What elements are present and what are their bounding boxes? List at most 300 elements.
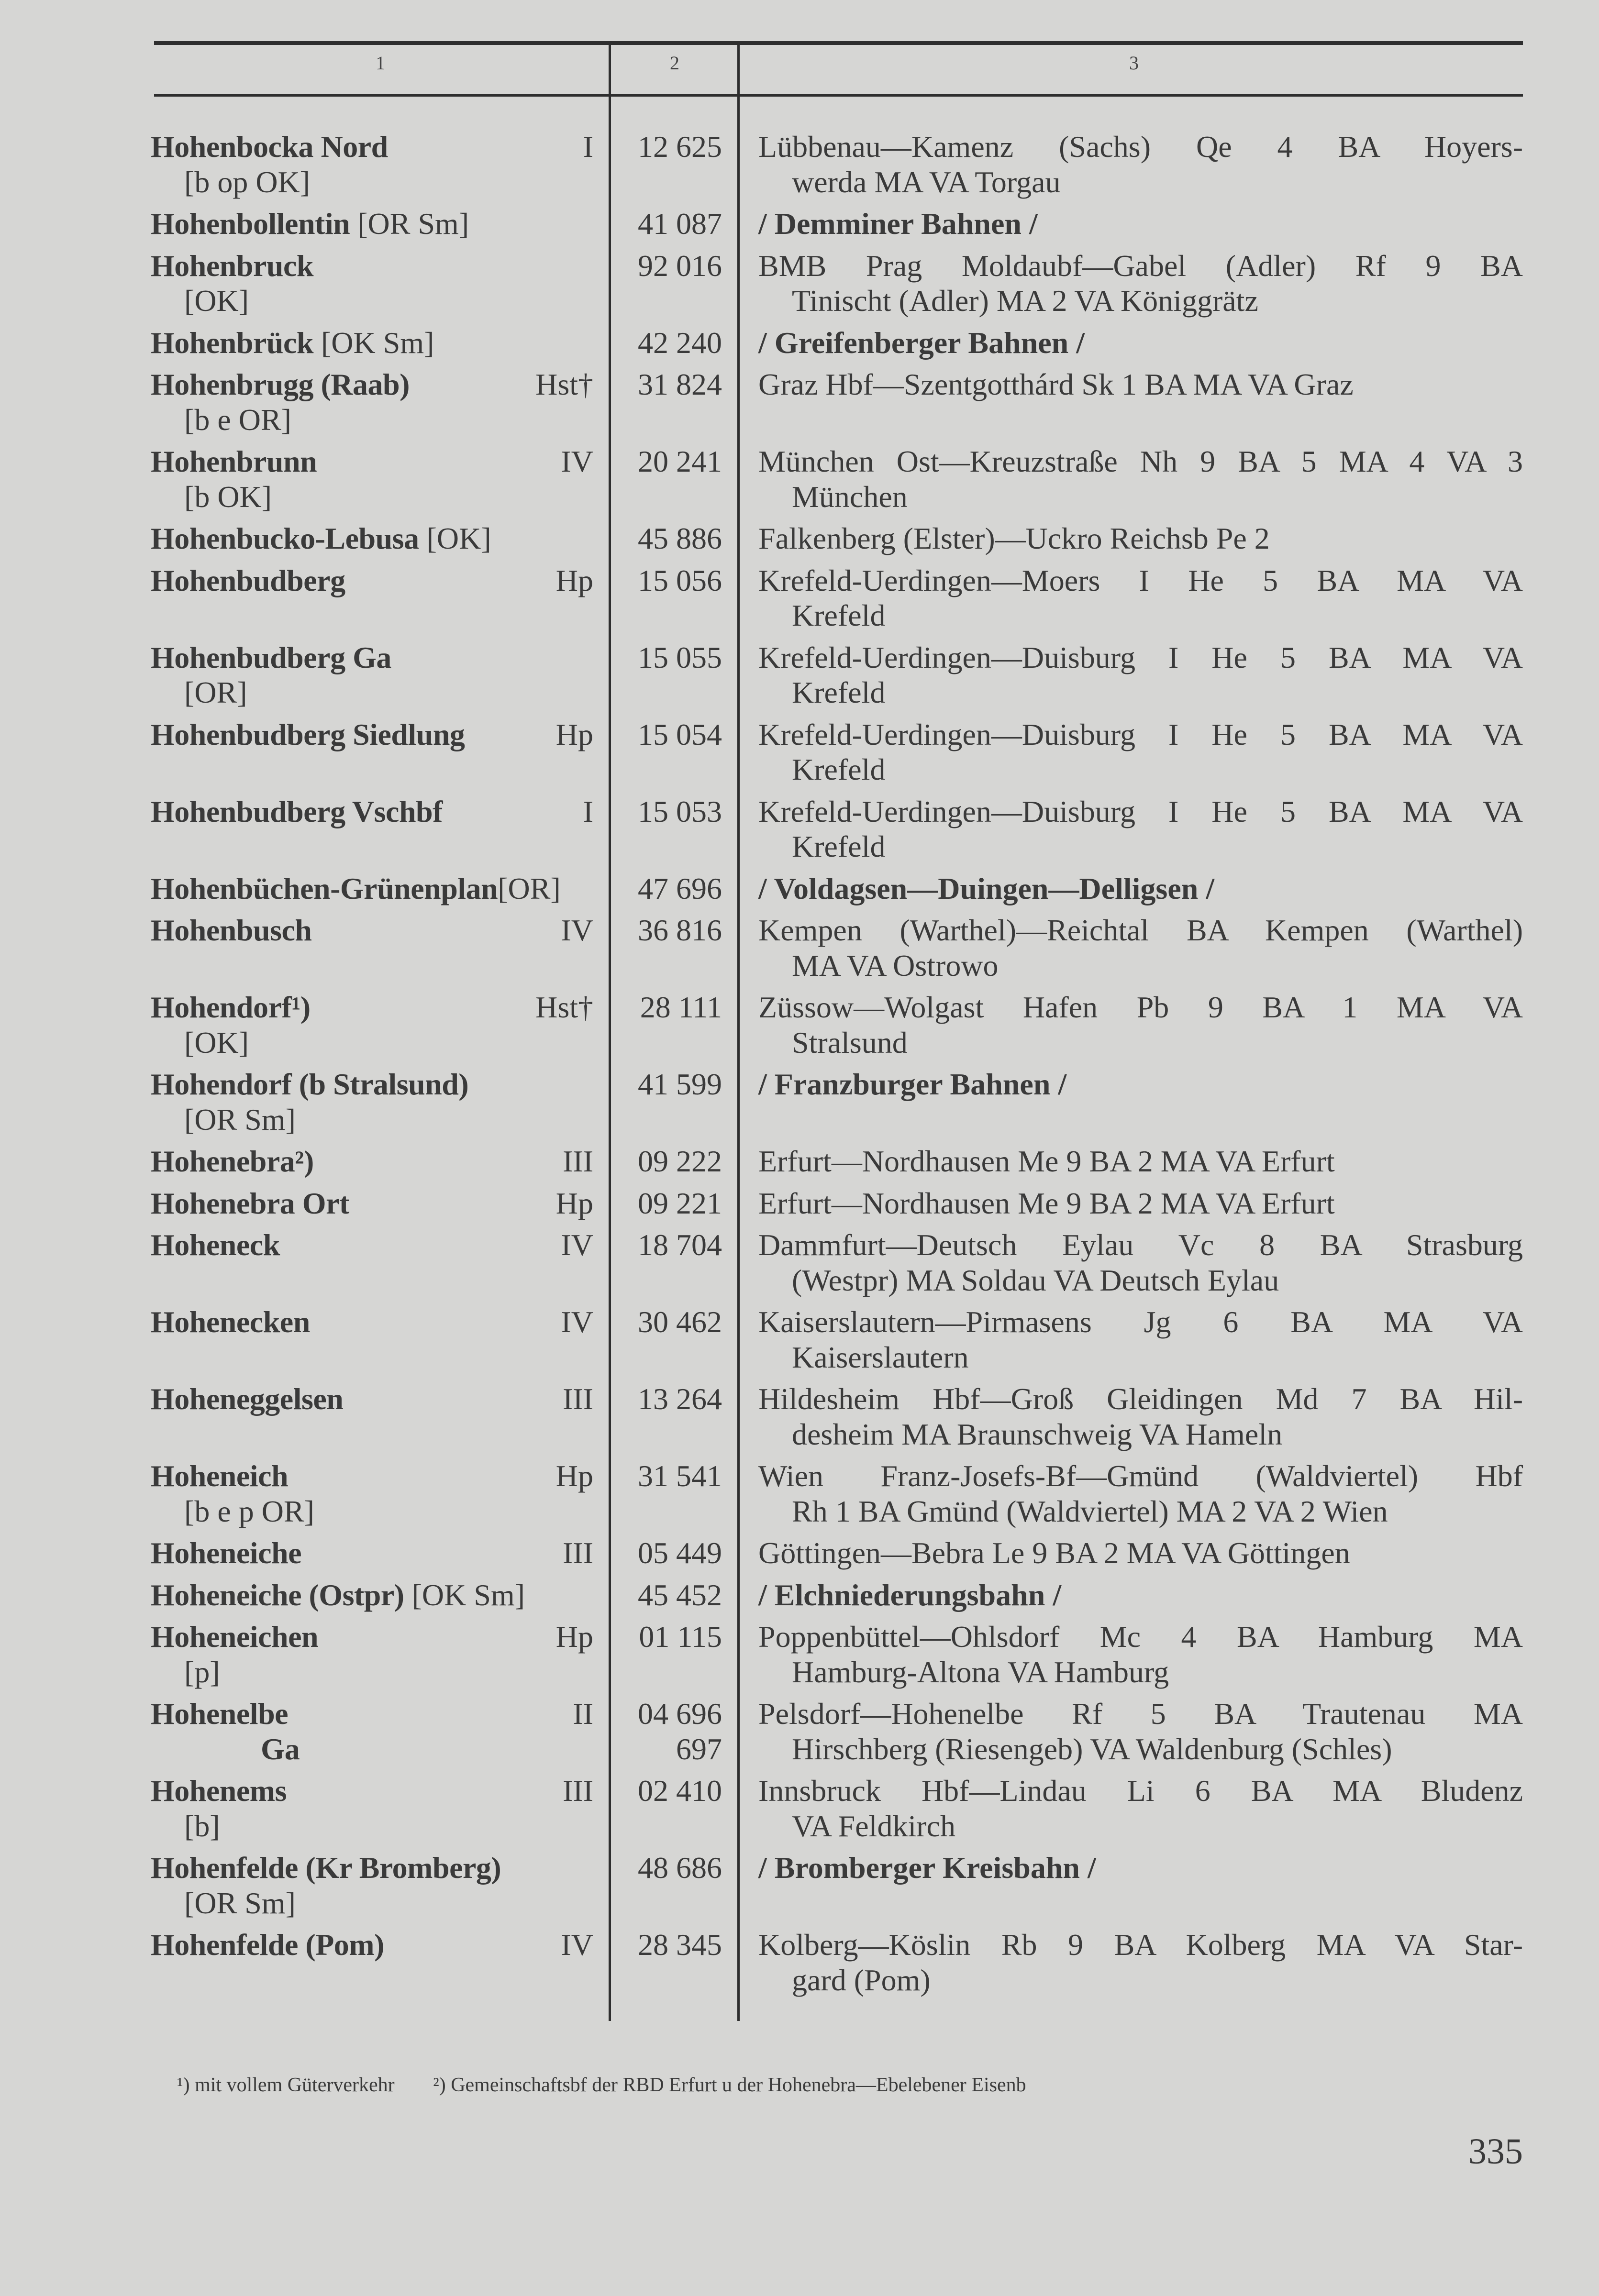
station-cell: [0, 1067, 611, 1137]
station-cell: [0, 129, 611, 199]
route-cell: [739, 913, 1523, 983]
station-line: [151, 367, 593, 402]
table-row: [0, 1227, 1599, 1304]
station-name-wrap: [151, 367, 410, 402]
route-cell: [739, 1227, 1523, 1298]
station-name: Hohenfelde (Pom): [151, 1928, 384, 1962]
station-code: 41 599: [638, 1067, 722, 1101]
code-cell: [611, 1578, 739, 1613]
station-cell: [0, 1227, 611, 1263]
station-class: Hp: [555, 1186, 593, 1220]
station-name: Hoheneiche: [151, 1536, 301, 1570]
route-line: München Ost—Kreuzstraße Nh 9 BA 5 MA 4 VA 3: [758, 444, 1523, 478]
station-name: Hohenbüchen-Grünenplan: [151, 871, 498, 905]
station-code-2: 697: [676, 1732, 722, 1766]
table-row: [0, 1696, 1599, 1773]
route-line: Erfurt—Nordhausen Me 9 BA 2 MA VA Erfurt: [758, 1144, 1335, 1178]
station-code: 31 541: [638, 1459, 722, 1493]
station-name-wrap: [151, 248, 313, 284]
route-line: / Voldagsen—Duingen—Delligsen /: [758, 871, 1215, 905]
code-cell: [611, 1696, 739, 1766]
station-code: 15 054: [638, 717, 722, 751]
station-cell: [0, 717, 611, 752]
route-line: Poppenbüttel—Ohlsdorf Mc 4 BA Hamburg MA: [758, 1620, 1523, 1654]
station-code: 28 345: [638, 1928, 722, 1962]
route-cell: [739, 1696, 1523, 1766]
route-line: Hildesheim Hbf—Groß Gleidingen Md 7 BA Hil-: [758, 1382, 1523, 1416]
table-row: [0, 1850, 1599, 1927]
table-row: [0, 563, 1599, 640]
station-operator-note: [OK]: [419, 521, 491, 555]
station-name: Hohenbrück: [151, 325, 313, 360]
route-line: Innsbruck Hbf—Lindau Li 6 BA MA Bludenz: [758, 1774, 1523, 1808]
station-cell: [0, 913, 611, 948]
station-line: [151, 1535, 593, 1571]
route-line: VA Feldkirch: [792, 1809, 955, 1843]
station-code: 92 016: [638, 248, 722, 283]
route-line: / Bromberger Kreisbahn /: [758, 1851, 1096, 1885]
station-name-wrap: [151, 1850, 501, 1886]
route-line: desheim MA Braunschweig VA Hameln: [792, 1417, 1283, 1451]
route-line: gard (Pom): [792, 1963, 931, 1997]
route-line: Lübbenau—Kamenz (Sachs) Qe 4 BA Hoyers-: [758, 130, 1523, 164]
route-line: Wien Franz-Josefs-Bf—Gmünd (Waldviertel) Hbf: [758, 1459, 1523, 1493]
route-cell: [739, 248, 1523, 319]
station-note: [b op OK]: [184, 165, 311, 199]
route-line: Züssow—Wolgast Hafen Pb 9 BA 1 MA VA: [758, 990, 1523, 1024]
code-cell: [611, 1304, 739, 1340]
station-code: 13 264: [638, 1382, 722, 1416]
code-cell: [611, 871, 739, 906]
route-cell: [739, 1535, 1523, 1571]
station-line: [151, 1186, 593, 1221]
route-line: Pelsdorf—Hohenelbe Rf 5 BA Trautenau MA: [758, 1697, 1523, 1731]
station-cell: [0, 1696, 611, 1766]
station-note: [b e p OR]: [184, 1494, 314, 1528]
route-cell: [739, 1144, 1523, 1179]
station-name-wrap: [151, 1696, 288, 1732]
station-line: [151, 1227, 593, 1263]
station-line: [151, 1381, 593, 1417]
route-cell: [739, 871, 1523, 906]
station-name-wrap: [151, 325, 434, 361]
station-line: [151, 717, 593, 752]
station-line: [151, 794, 593, 829]
code-cell: [611, 1381, 739, 1417]
station-name-wrap: [151, 1458, 288, 1494]
station-class: I: [583, 794, 593, 828]
station-cell: [0, 1850, 611, 1921]
station-cell: [0, 1619, 611, 1689]
station-code: 31 824: [638, 367, 722, 401]
table-row: [0, 1458, 1599, 1535]
station-class: IV: [561, 444, 593, 478]
station-note: [OR Sm]: [184, 1886, 296, 1920]
station-line: [151, 1696, 593, 1732]
station-cell: [0, 1144, 611, 1179]
station-code: 18 704: [638, 1228, 722, 1262]
table-row: [0, 129, 1599, 206]
station-name-wrap: [151, 871, 561, 906]
station-class: III: [563, 1774, 593, 1808]
station-line: [151, 1850, 593, 1886]
column-header-2: 2: [670, 52, 679, 74]
table-row: [0, 990, 1599, 1067]
route-line: Göttingen—Bebra Le 9 BA 2 MA VA Göttingen: [758, 1536, 1350, 1570]
footnote-2: ²) Gemeinschaftsbf der RBD Erfurt u der Hohenebra—Ebelebener Eisenb: [433, 2074, 1026, 2096]
station-line: [151, 1927, 593, 1963]
station-code: 45 886: [638, 521, 722, 555]
station-cell: [0, 1535, 611, 1571]
header-bottom-rule: [154, 94, 1523, 97]
station-code: 47 696: [638, 871, 722, 905]
station-note: [b OK]: [184, 479, 272, 514]
footnote-1: ¹) mit vollem Güterverkehr: [177, 2074, 395, 2096]
station-line: [151, 1144, 593, 1179]
table-row: [0, 640, 1599, 717]
station-line: [151, 325, 593, 361]
route-line: / Demminer Bahnen /: [758, 207, 1038, 241]
code-cell: [611, 248, 739, 284]
table-row: [0, 444, 1599, 521]
station-line: [151, 1304, 593, 1340]
table-row: [0, 1144, 1599, 1186]
station-name: Hoheneck: [151, 1228, 280, 1262]
route-line: Krefeld: [792, 829, 886, 863]
station-cell: [0, 1578, 611, 1613]
table-row: [0, 871, 1599, 913]
station-cell: [0, 1773, 611, 1843]
route-cell: [739, 1773, 1523, 1843]
route-line: / Greifenberger Bahnen /: [758, 325, 1085, 360]
station-name-wrap: [151, 1381, 343, 1417]
table-row: [0, 206, 1599, 248]
station-name-wrap: [151, 1773, 287, 1809]
station-cell: [0, 521, 611, 556]
table-row: [0, 794, 1599, 871]
route-cell: [739, 1304, 1523, 1375]
station-class: Hp: [555, 717, 593, 751]
route-line: Tinischt (Adler) MA 2 VA Königgrätz: [792, 284, 1258, 318]
route-line: Graz Hbf—Szentgotthárd Sk 1 BA MA VA Graz: [758, 367, 1354, 401]
code-cell: [611, 325, 739, 361]
route-cell: [739, 521, 1523, 556]
station-code: 42 240: [638, 325, 722, 360]
table-row: [0, 913, 1599, 990]
route-line: werda MA VA Torgau: [792, 165, 1061, 199]
table-row: [0, 717, 1599, 794]
station-name: Hohenbudberg Vschbf: [151, 794, 443, 828]
station-class: IV: [561, 1305, 593, 1339]
station-name-wrap: [151, 794, 443, 829]
code-cell: [611, 1619, 739, 1655]
station-note: [OK]: [184, 284, 249, 318]
route-line: Krefeld: [792, 752, 886, 786]
station-name: Hohendorf (b Stralsund): [151, 1067, 469, 1101]
station-code: 02 410: [638, 1774, 722, 1808]
station-name-wrap: [151, 444, 317, 479]
station-cell: [0, 444, 611, 514]
station-name: Hohenbruck: [151, 248, 313, 283]
station-cell: [0, 248, 611, 319]
station-line: [151, 990, 593, 1025]
station-name: Hohenbusch: [151, 913, 312, 947]
code-cell: [611, 1850, 739, 1886]
station-name: Hohenebra Ort: [151, 1186, 349, 1220]
code-cell: [611, 563, 739, 598]
route-line: / Elchniederungsbahn /: [758, 1578, 1062, 1612]
route-cell: [739, 1186, 1523, 1221]
route-cell: [739, 129, 1523, 199]
route-cell: [739, 1381, 1523, 1452]
station-line: [151, 563, 593, 598]
table-row: [0, 248, 1599, 325]
station-cell: [0, 794, 611, 829]
station-name: Hohenbollentin: [151, 207, 350, 241]
station-name: Hoheneggelsen: [151, 1382, 344, 1416]
route-cell: [739, 206, 1523, 242]
station-line: [151, 640, 593, 675]
station-name: Hoheneichen: [151, 1620, 319, 1654]
route-line: Erfurt—Nordhausen Me 9 BA 2 MA VA Erfurt: [758, 1186, 1335, 1220]
station-name: Hohenbocka Nord: [151, 130, 388, 164]
route-cell: [739, 1927, 1523, 1998]
station-name: Hohenbudberg: [151, 563, 345, 597]
code-cell: [611, 1144, 739, 1179]
station-note: [OK]: [184, 1025, 249, 1060]
code-cell: [611, 990, 739, 1025]
station-cell: [0, 1381, 611, 1417]
station-class: Hst†: [535, 990, 593, 1024]
station-name-wrap: [151, 990, 311, 1025]
station-name-wrap: [151, 640, 391, 675]
station-name-wrap: [151, 717, 465, 752]
station-cell: [0, 1927, 611, 1963]
route-line: BMB Prag Moldaubf—Gabel (Adler) Rf 9 BA: [758, 248, 1523, 283]
route-line: / Franzburger Bahnen /: [758, 1067, 1067, 1101]
station-cell: [0, 206, 611, 242]
route-line: Krefeld: [792, 675, 886, 709]
station-name: Hoheneich: [151, 1459, 289, 1493]
route-cell: [739, 794, 1523, 864]
station-code: 45 452: [638, 1578, 722, 1612]
route-cell: [739, 1619, 1523, 1689]
station-class: III: [563, 1382, 593, 1416]
code-cell: [611, 717, 739, 752]
code-cell: [611, 794, 739, 829]
station-name: Hohenbucko-Lebusa: [151, 521, 419, 555]
station-class: III: [563, 1144, 593, 1178]
station-code: 05 449: [638, 1536, 722, 1570]
column-header-3: 3: [1129, 52, 1139, 74]
route-line: Krefeld-Uerdingen—Moers I He 5 BA MA VA: [758, 563, 1523, 597]
station-class: IV: [561, 1228, 593, 1262]
route-cell: [739, 1458, 1523, 1529]
station-operator-note: [OR]: [498, 871, 561, 905]
station-name-wrap: [151, 1304, 310, 1340]
station-name-wrap: [151, 1186, 349, 1221]
station-name-wrap: [151, 913, 311, 948]
station-name: Hohenbrunn: [151, 444, 317, 478]
station-code: 20 241: [638, 444, 722, 478]
station-cell: [0, 871, 611, 906]
station-note: [b e OR]: [184, 402, 291, 437]
station-name-wrap: [151, 1535, 301, 1571]
station-code: 09 222: [638, 1144, 722, 1178]
route-line: Krefeld-Uerdingen—Duisburg I He 5 BA MA VA: [758, 717, 1523, 751]
route-line: Falkenberg (Elster)—Uckro Reichsb Pe 2: [758, 521, 1270, 555]
station-class: Hst†: [535, 367, 593, 401]
station-line: [151, 129, 593, 165]
code-cell: [611, 129, 739, 165]
page-number: 335: [1468, 2131, 1523, 2172]
station-name: Hohenbrugg (Raab): [151, 367, 410, 401]
route-line: Hamburg-Altona VA Hamburg: [792, 1655, 1169, 1689]
station-cell: [0, 990, 611, 1060]
station-operator-note: [OR Sm]: [350, 207, 469, 241]
station-note: [b]: [184, 1809, 220, 1843]
station-code: 15 053: [638, 794, 722, 828]
footnotes: [177, 2074, 1060, 2097]
station-code: 48 686: [638, 1851, 722, 1885]
route-cell: [739, 563, 1523, 633]
table-row: [0, 1535, 1599, 1578]
code-cell: [611, 1067, 739, 1102]
table-row: [0, 1186, 1599, 1228]
station-note: [OR]: [184, 675, 247, 709]
code-cell: [611, 367, 739, 402]
station-line: [151, 1458, 593, 1494]
route-line: (Westpr) MA Soldau VA Deutsch Eylau: [792, 1263, 1279, 1297]
station-class: II: [573, 1697, 593, 1731]
code-cell: [611, 1458, 739, 1494]
table-row: [0, 1067, 1599, 1144]
route-line: Kempen (Warthel)—Reichtal BA Kempen (Warthel): [758, 913, 1523, 947]
station-line: [151, 444, 593, 479]
station-name: Hohenbudberg Ga: [151, 640, 391, 674]
station-code: 09 221: [638, 1186, 722, 1220]
route-line: Krefeld-Uerdingen—Duisburg I He 5 BA MA VA: [758, 794, 1523, 828]
station-line: [151, 1067, 593, 1102]
route-cell: [739, 367, 1523, 402]
route-line: Kolberg—Köslin Rb 9 BA Kolberg MA VA Star-: [758, 1928, 1523, 1962]
station-class: IV: [561, 913, 593, 947]
route-line: Hirschberg (Riesengeb) VA Waldenburg (Schles): [792, 1732, 1392, 1766]
station-class: Hp: [555, 1459, 593, 1493]
station-line: [151, 206, 593, 242]
station-line: [151, 248, 593, 284]
station-class: I: [583, 130, 593, 164]
station-code: 30 462: [638, 1305, 722, 1339]
station-code: 15 055: [638, 640, 722, 674]
code-cell: [611, 1535, 739, 1571]
code-cell: [611, 640, 739, 675]
route-line: Kaiserslautern: [792, 1340, 969, 1374]
station-name: Hohenems: [151, 1774, 287, 1808]
station-cell: [0, 367, 611, 437]
route-cell: [739, 444, 1523, 514]
table-row: [0, 1927, 1599, 2004]
station-name: Hohenebra²): [151, 1144, 314, 1178]
station-name: Hoheneiche (Ostpr): [151, 1578, 404, 1612]
station-name: Hohenelbe: [151, 1697, 289, 1731]
station-name-wrap: [151, 1619, 318, 1655]
station-name-wrap: [151, 521, 491, 556]
station-line: [151, 521, 593, 556]
station-name-wrap: [151, 1144, 314, 1179]
station-code: 12 625: [638, 130, 722, 164]
station-cell: [0, 1186, 611, 1221]
station-name: Hohendorf¹): [151, 990, 311, 1024]
route-cell: [739, 717, 1523, 787]
station-name-wrap: [151, 1927, 384, 1963]
station-name: Hohenfelde (Kr Bromberg): [151, 1851, 501, 1885]
station-class: III: [563, 1536, 593, 1570]
station-name: Hohenecken: [151, 1305, 310, 1339]
station-name-wrap: [151, 1578, 525, 1613]
station-table: [0, 129, 1599, 2004]
code-cell: [611, 1186, 739, 1221]
table-row: [0, 1619, 1599, 1696]
route-cell: [739, 1067, 1523, 1102]
route-line: München: [792, 479, 908, 514]
station-name-wrap: [151, 563, 345, 598]
station-code: 36 816: [638, 913, 722, 947]
route-line: Dammfurt—Deutsch Eylau Vc 8 BA Strasburg: [758, 1228, 1523, 1262]
code-cell: [611, 1773, 739, 1809]
table-row: [0, 1381, 1599, 1458]
station-name-wrap: [151, 1067, 468, 1102]
station-operator-note: [OK Sm]: [404, 1578, 525, 1612]
station-note: [p]: [184, 1655, 220, 1689]
station-cell: [0, 325, 611, 361]
station-name-wrap: [151, 129, 388, 165]
station-cell: [0, 1458, 611, 1529]
station-cell: [0, 563, 611, 598]
table-row: [0, 325, 1599, 367]
table-row: [0, 367, 1599, 444]
route-cell: [739, 325, 1523, 361]
station-cell: [0, 640, 611, 710]
station-cell: [0, 1304, 611, 1340]
station-code: 15 056: [638, 563, 722, 597]
station-operator-note: [OK Sm]: [313, 325, 434, 360]
route-line: Krefeld: [792, 598, 886, 632]
route-cell: [739, 990, 1523, 1060]
station-line: [151, 871, 593, 906]
route-line: Stralsund: [792, 1025, 908, 1060]
table-row: [0, 1578, 1599, 1620]
station-code: 04 696: [638, 1697, 722, 1731]
code-cell: [611, 1227, 739, 1263]
station-name-wrap: [151, 1227, 280, 1263]
station-class: Hp: [555, 563, 593, 597]
header-top-rule: [154, 41, 1523, 45]
station-line: [151, 1619, 593, 1655]
route-cell: [739, 1850, 1523, 1886]
station-line: [151, 1773, 593, 1809]
code-cell: [611, 206, 739, 242]
station-note: [OR Sm]: [184, 1102, 296, 1137]
route-cell: [739, 640, 1523, 710]
code-cell: [611, 913, 739, 948]
route-line: Rh 1 BA Gmünd (Waldviertel) MA 2 VA 2 Wien: [792, 1494, 1388, 1528]
station-code: 41 087: [638, 207, 722, 241]
station-class: IV: [561, 1928, 593, 1962]
code-cell: [611, 521, 739, 556]
code-cell: [611, 444, 739, 479]
table-row: [0, 521, 1599, 563]
